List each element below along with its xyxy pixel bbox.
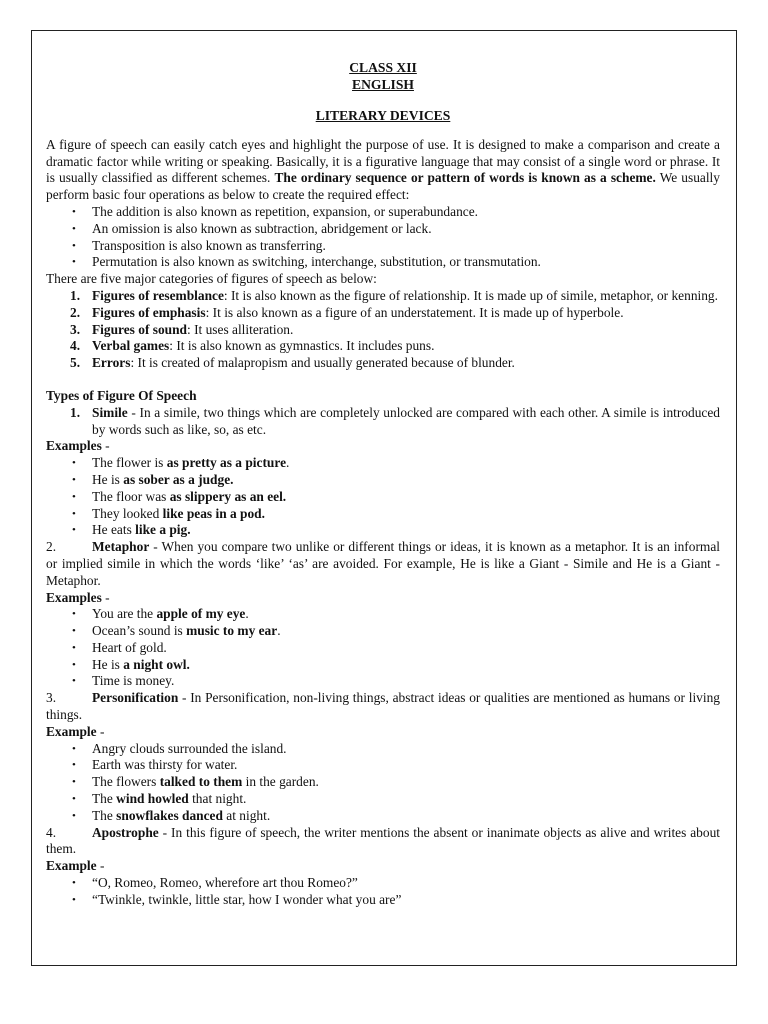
categories-intro: There are five major categories of figures of speech as below: <box>46 271 377 287</box>
list-item: • The flower is as pretty as a picture. <box>46 455 720 472</box>
metaphor-examples <box>46 606 720 690</box>
list-item: 3. Figures of sound: It uses alliteration. <box>70 321 294 337</box>
subject-heading: ENGLISH <box>352 76 414 92</box>
list-item: • They looked like peas in a pod. <box>46 506 720 523</box>
list-item: • Ocean’s sound is music to my ear. <box>46 623 720 640</box>
list-item: • The flowers talked to them in the garden. <box>46 774 720 791</box>
list-item: • An omission is also known as subtraction, abridgement or lack. <box>46 221 720 238</box>
list-item: • Heart of gold. <box>46 640 720 657</box>
apostrophe-examples <box>46 875 720 909</box>
simile-examples-label: Examples - <box>46 438 110 454</box>
list-item: • Time is money. <box>46 673 720 690</box>
list-item: • The floor was as slippery as an eel. <box>46 489 720 506</box>
list-item: 2. Figures of emphasis: It is also known as a figure of an understatement. It is made up of hyperbole. <box>70 304 624 320</box>
types-heading: Types of Figure Of Speech <box>46 387 197 403</box>
list-item: • You are the apple of my eye. <box>46 606 720 623</box>
list-item: • “Twinkle, twinkle, little star, how I wonder what you are” <box>46 892 720 909</box>
personification-section: 3. Personification - In Personification, non-living things, abstract ideas or qualities are mentioned as humans or living things. <box>46 690 720 723</box>
simile-examples <box>46 455 720 539</box>
simile-section: 1. Simile - In a simile, two things which are completely unlocked are compared with each other. A simile is introduced by words such as like, so, as etc. <box>70 404 720 437</box>
categories-list <box>46 288 720 372</box>
metaphor-examples-label: Examples - <box>46 589 110 605</box>
class-heading: CLASS XII <box>349 60 417 75</box>
apostrophe-examples-label: Example - <box>46 858 105 874</box>
personification-examples <box>46 741 720 825</box>
list-item: • He eats like a pig. <box>46 522 720 539</box>
list-item: • The snowflakes danced at night. <box>46 808 720 825</box>
list-item: • He is as sober as a judge. <box>46 472 720 489</box>
list-item: • He is a night owl. <box>46 657 720 674</box>
list-item: • Angry clouds surrounded the island. <box>46 741 720 758</box>
list-item: • “O, Romeo, Romeo, wherefore art thou Romeo?” <box>46 875 720 892</box>
apostrophe-section: 4. Apostrophe - In this figure of speech, the writer mentions the absent or inanimate objects as alive and writes about them. <box>46 824 720 857</box>
intro-paragraph: A figure of speech can easily catch eyes and highlight the purpose of use. It is designed to make a comparison and create a dramatic factor while writing or speaking. Basically, it is a figurative language that may consist of a single word or phrase. It is usually classified as different schemes. The ordinary sequence or pattern of words is known as a scheme. We usually perform basic four operations as below to create the required effect: <box>46 136 720 203</box>
list-item: • Earth was thirsty for water. <box>46 757 720 774</box>
list-item: • The wind howled that night. <box>46 791 720 808</box>
list-item: 5. Errors: It is created of malapropism and usually generated because of blunder. <box>70 355 515 371</box>
metaphor-section: 2. Metaphor - When you compare two unlike or different things or ideas, it is known as a metaphor. It is an informal or implied simile in which the words ‘like’ ‘as’ are avoided. For example, He is like a Giant - Simile and He is a Giant - Metaphor. <box>46 539 720 588</box>
list-item: • The addition is also known as repetition, expansion, or superabundance. <box>46 204 720 221</box>
list-item: • Transposition is also known as transferring. <box>46 238 720 255</box>
document-body <box>46 60 720 909</box>
list-item: 4. Verbal games: It is also known as gymnastics. It includes puns. <box>70 338 435 354</box>
personification-examples-label: Example - <box>46 723 105 739</box>
document-title: LITERARY DEVICES <box>315 108 451 124</box>
operations-list <box>46 204 720 271</box>
list-item: 1. Figures of resemblance: It is also known as the figure of relationship. It is made up of simile, metaphor, or kenning. <box>70 287 718 303</box>
list-item: • Permutation is also known as switching, interchange, substitution, or transmutation. <box>46 254 720 271</box>
